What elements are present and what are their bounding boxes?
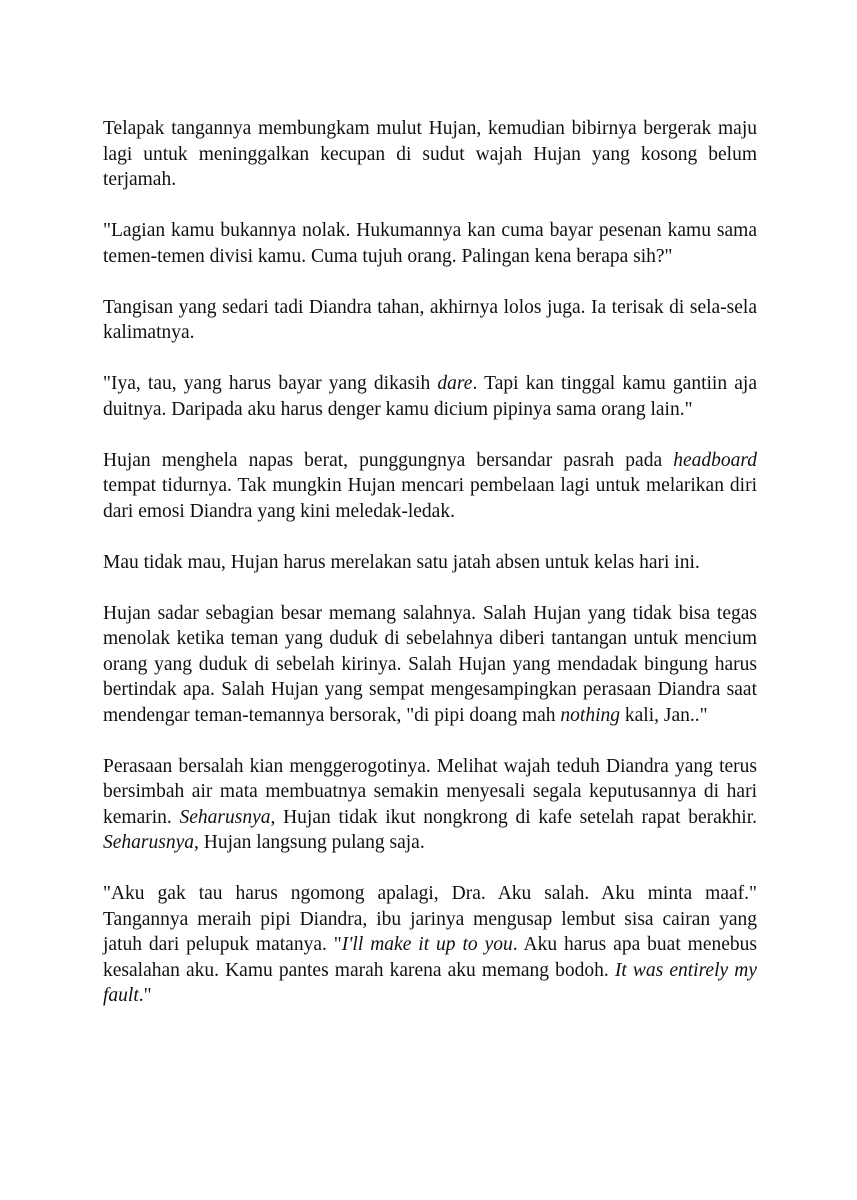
text-segment: "Iya, tau, yang harus bayar yang dikasih <box>103 373 438 394</box>
text-segment: . Tapi kan tinggal kamu gantiin aja duitnya. Daripada aku harus denger kamu dicium pipinya sama orang lain." <box>103 373 757 420</box>
text-segment: Telapak tangannya membungkam mulut Hujan, kemudian bibirnya bergerak maju lagi untuk meninggalkan kecupan di sudut wajah Hujan yang kosong belum terjamah. <box>103 118 757 190</box>
italic-segment: nothing <box>560 704 620 726</box>
text-segment: tempat tidurnya. Tak mungkin Hujan mencari pembelaan lagi untuk melarikan diri dari emosi Diandra yang kini meledak-ledak. <box>103 475 757 522</box>
text-segment: Hujan menghela napas berat, punggungnya bersandar pasrah pada <box>103 449 674 471</box>
italic-segment: Seharusnya <box>179 806 271 828</box>
text-segment: Perasaan bersalah kian menggerogotinya. Melihat wajah teduh Diandra yang terus bersimbah air mata membuatnya semakin menyesali segala keputusannya di hari kemarin. <box>103 755 757 828</box>
paragraph-8 <box>103 754 757 856</box>
text-segment: , Hujan langsung pulang saja. <box>194 832 425 853</box>
italic-segment: Seharusnya <box>103 832 194 853</box>
paragraph-3 <box>103 295 757 346</box>
text-segment: "Lagian kamu bukannya nolak. Hukumannya kan cuma bayar pesenan kamu sama temen-temen divisi kamu. Cuma tujuh orang. Palingan kena berapa sih?" <box>103 220 757 267</box>
paragraph-7 <box>103 601 757 729</box>
italic-segment: It was entirely my fault <box>103 959 757 1006</box>
italic-segment: headboard <box>673 449 757 471</box>
paragraph-4 <box>103 371 757 422</box>
text-segment: "Aku gak tau harus ngomong apalagi, Dra. Aku salah. Aku minta maaf." Tangannya meraih pipi Diandra, ibu jarinya mengusap lembut sisa cairan yang jatuh dari pelupuk matanya. " <box>103 883 757 955</box>
paragraph-1 <box>103 116 757 193</box>
text-segment: kali, Jan.." <box>620 704 708 726</box>
text-segment: ." <box>138 985 152 1006</box>
paragraph-2 <box>103 218 757 269</box>
text-segment: , Hujan tidak ikut nongkrong di kafe setelah rapat berakhir. <box>270 806 757 828</box>
italic-segment: I'll make it up to you <box>341 934 513 955</box>
paragraph-9 <box>103 881 757 1009</box>
text-segment: Mau tidak mau, Hujan harus merelakan satu jatah absen untuk kelas hari ini. <box>103 551 700 573</box>
italic-segment: dare <box>437 373 473 394</box>
paragraph-6 <box>103 550 757 576</box>
document-page <box>103 116 757 1034</box>
paragraph-5 <box>103 448 757 525</box>
text-segment: Tangisan yang sedari tadi Diandra tahan, akhirnya lolos juga. Ia terisak di sela-sela kalimatnya. <box>103 296 757 343</box>
text-segment: Hujan sadar sebagian besar memang salahnya. Salah Hujan yang tidak bisa tegas menolak ketika teman yang duduk di sebelahnya diberi tantangan untuk mencium orang yang duduk di sebelah kirinya. Salah Hujan yang mendadak bingung harus bertindak apa. Salah Hujan yang sempat mengesampingkan perasaan Diandra saat mendengar teman-temannya bersorak, "di pipi doang mah <box>103 602 757 726</box>
text-segment: . Aku harus apa buat menebus kesalahan aku. Kamu pantes marah karena aku memang bodoh. <box>103 934 757 981</box>
